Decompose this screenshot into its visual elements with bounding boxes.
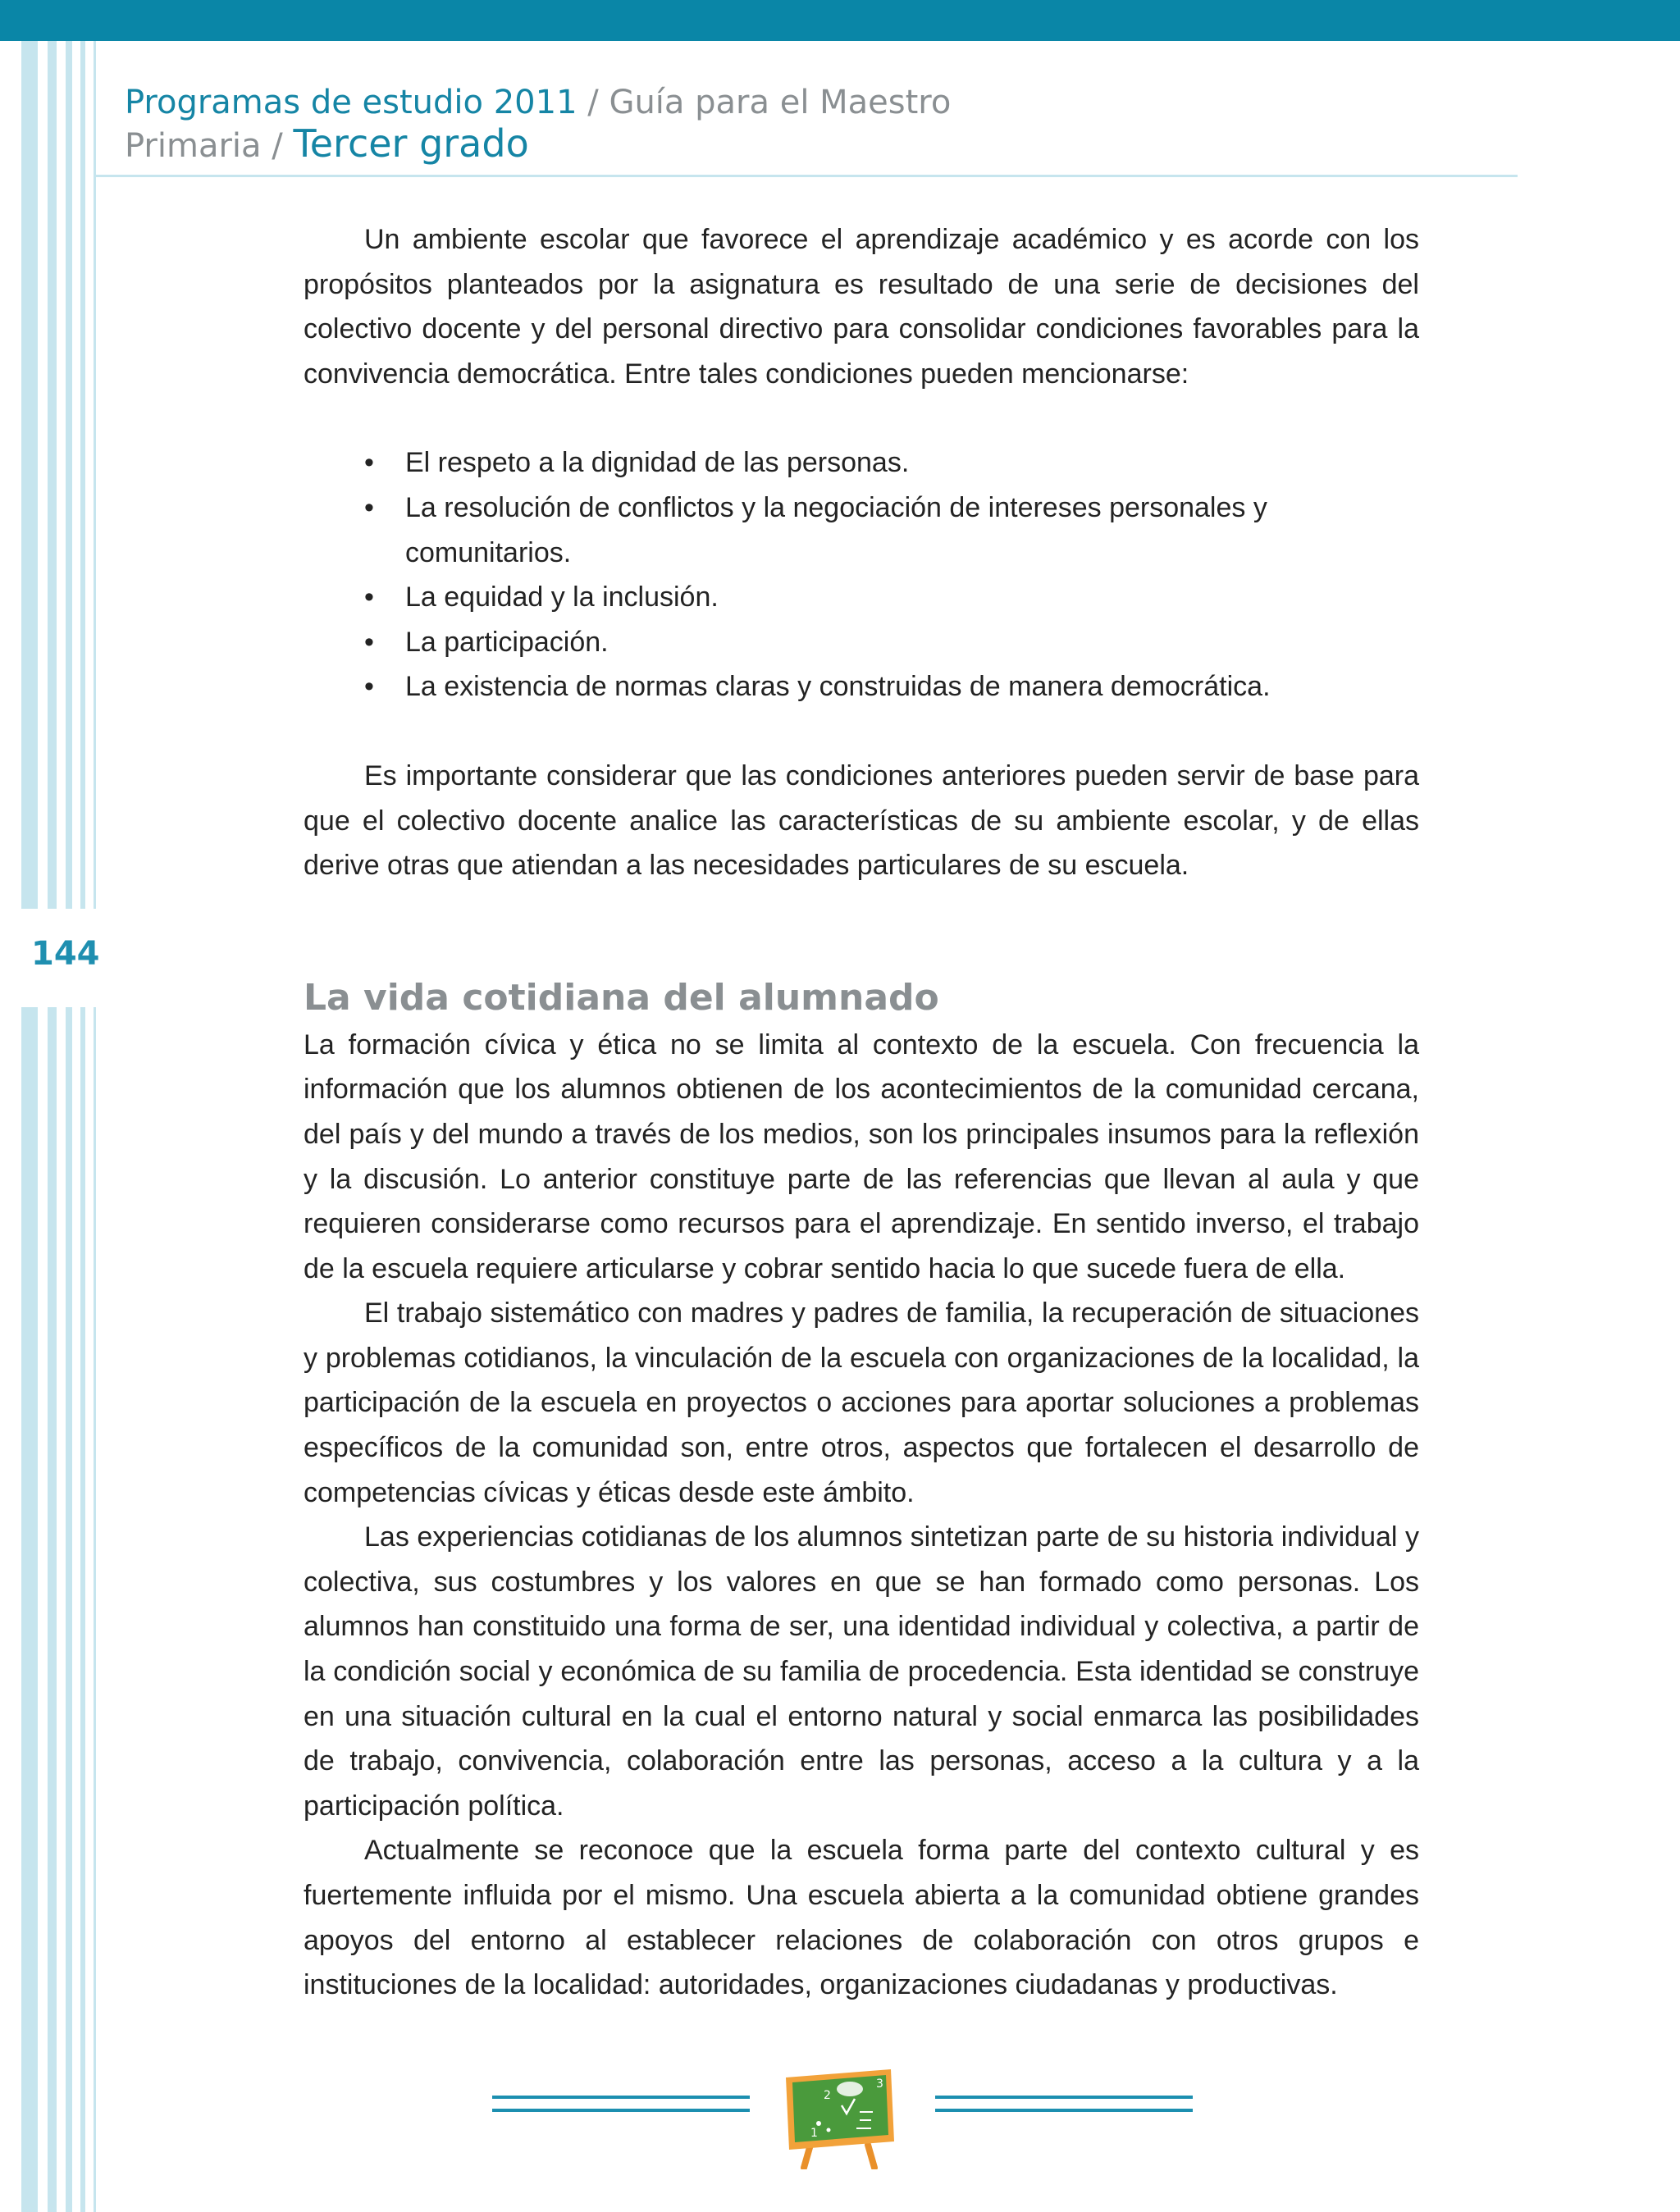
header-level: Primaria bbox=[125, 127, 262, 165]
section-paragraph: El trabajo sistemático con madres y padres de familia, la recuperación de situaciones y problemas cotidianos, la vinculación de la escuela con organizaciones de la localidad, la participación de la escuela en proyectos o acciones para aportar soluciones a problemas específicos de la comunidad son, entre otros, aspectos que fortalecen el desarrollo de competencias cívicas y éticas desde este ámbito. bbox=[304, 1298, 1419, 1508]
section-paragraph: La formación cívica y ética no se limita al contexto de la escuela. Con frecuencia la información que los alumnos obtienen de los acontecimientos de la comunidad cercana, del país y del mundo a través de los medios, son los principales insumos para la reflexión y la discusión. Lo anterior constituye parte de las referencias que llevan al aula y que requieren considerarse como recursos para el aprendizaje. En sentido inverso, el trabajo de la escuela requiere articularse y cobrar sentido hacia lo que sucede fuera de ella. bbox=[304, 1028, 1419, 1284]
intro-paragraph: Un ambiente escolar que favorece el aprendizaje académico y es acorde con los propósitos planteados por la asignatura es resultado de una serie de decisiones del colectivo docente y del personal directivo para consolidar condiciones favorables para la convivencia democrática. Entre tales condiciones pueden mencionarse: bbox=[304, 224, 1419, 390]
header-guide: Guía para el Maestro bbox=[609, 84, 952, 121]
section-paragraph: Actualmente se reconoce que la escuela forma parte del contexto cultural y es fuertemente influida por el mismo. Una escuela abierta a la comunidad obtiene grandes apoyos del entorno al establecer relaciones de colaboración con otros grupos e instituciones de la localidad: autoridades, organizaciones ciudadanas y productivas. bbox=[304, 1835, 1419, 2001]
header-separator: / bbox=[587, 84, 599, 121]
bullet-icon: • bbox=[364, 582, 374, 613]
svg-text:2: 2 bbox=[824, 2089, 831, 2102]
svg-text:3: 3 bbox=[876, 2077, 883, 2091]
page-body bbox=[304, 217, 1419, 2008]
list-item-text: El respeto a la dignidad de las personas. bbox=[405, 447, 910, 479]
list-item-text: La equidad y la inclusión. bbox=[405, 582, 719, 613]
top-color-band bbox=[0, 0, 1680, 41]
header-line-1 bbox=[125, 82, 951, 123]
left-decorative-stripes bbox=[21, 41, 98, 2212]
chalkboard-icon bbox=[778, 2063, 899, 2169]
list-item-text: La participación. bbox=[405, 626, 609, 658]
running-header bbox=[125, 82, 951, 166]
list-item-text: La existencia de normas claras y construidas de manera democrática. bbox=[405, 671, 1271, 703]
list-item bbox=[304, 575, 1419, 620]
header-rule bbox=[95, 175, 1518, 177]
header-line-2 bbox=[125, 123, 951, 166]
list-item bbox=[304, 620, 1419, 665]
after-list-paragraph: Es importante considerar que las condiciones anteriores pueden servir de base para que el colectivo docente analice las características de su ambiente escolar, y de ellas derive otras que atiendan a las necesidades particulares de su escuela. bbox=[304, 759, 1419, 882]
header-separator-2: / bbox=[272, 127, 283, 165]
list-item-text: La resolución de conflictos y la negociación de intereses personales y comunitarios. bbox=[405, 491, 1267, 568]
bullet-icon: • bbox=[364, 626, 374, 658]
list-item bbox=[304, 664, 1419, 709]
bullet-icon: • bbox=[364, 671, 374, 703]
page-number: 144 bbox=[31, 935, 100, 973]
bullet-icon: • bbox=[364, 491, 374, 523]
list-item bbox=[304, 440, 1419, 486]
footer-rule-left bbox=[492, 2096, 750, 2117]
header-grade: Tercer grado bbox=[293, 121, 529, 166]
footer-rule-right bbox=[935, 2096, 1193, 2117]
section-title: La vida cotidiana del alumnado bbox=[304, 976, 939, 1019]
section-paragraph: Las experiencias cotidianas de los alumnos sintetizan parte de su historia individual y colectiva, sus costumbres y los valores en que se han formado como personas. Los alumnos han constituido una forma de ser, una identidad individual y colectiva, a partir de la condición social y económica de su familia de procedencia. Esta identidad se construye en una situación cultural en la cual el entorno natural y social enmarca las posibilidades de trabajo, convivencia, colaboración entre las personas, acceso a la cultura y a la participación política. bbox=[304, 1521, 1419, 1822]
list-item bbox=[304, 486, 1419, 575]
bullet-icon: • bbox=[364, 447, 374, 479]
header-program: Programas de estudio 2011 bbox=[125, 84, 578, 121]
svg-text:1: 1 bbox=[810, 2127, 818, 2140]
conditions-list bbox=[304, 440, 1419, 709]
